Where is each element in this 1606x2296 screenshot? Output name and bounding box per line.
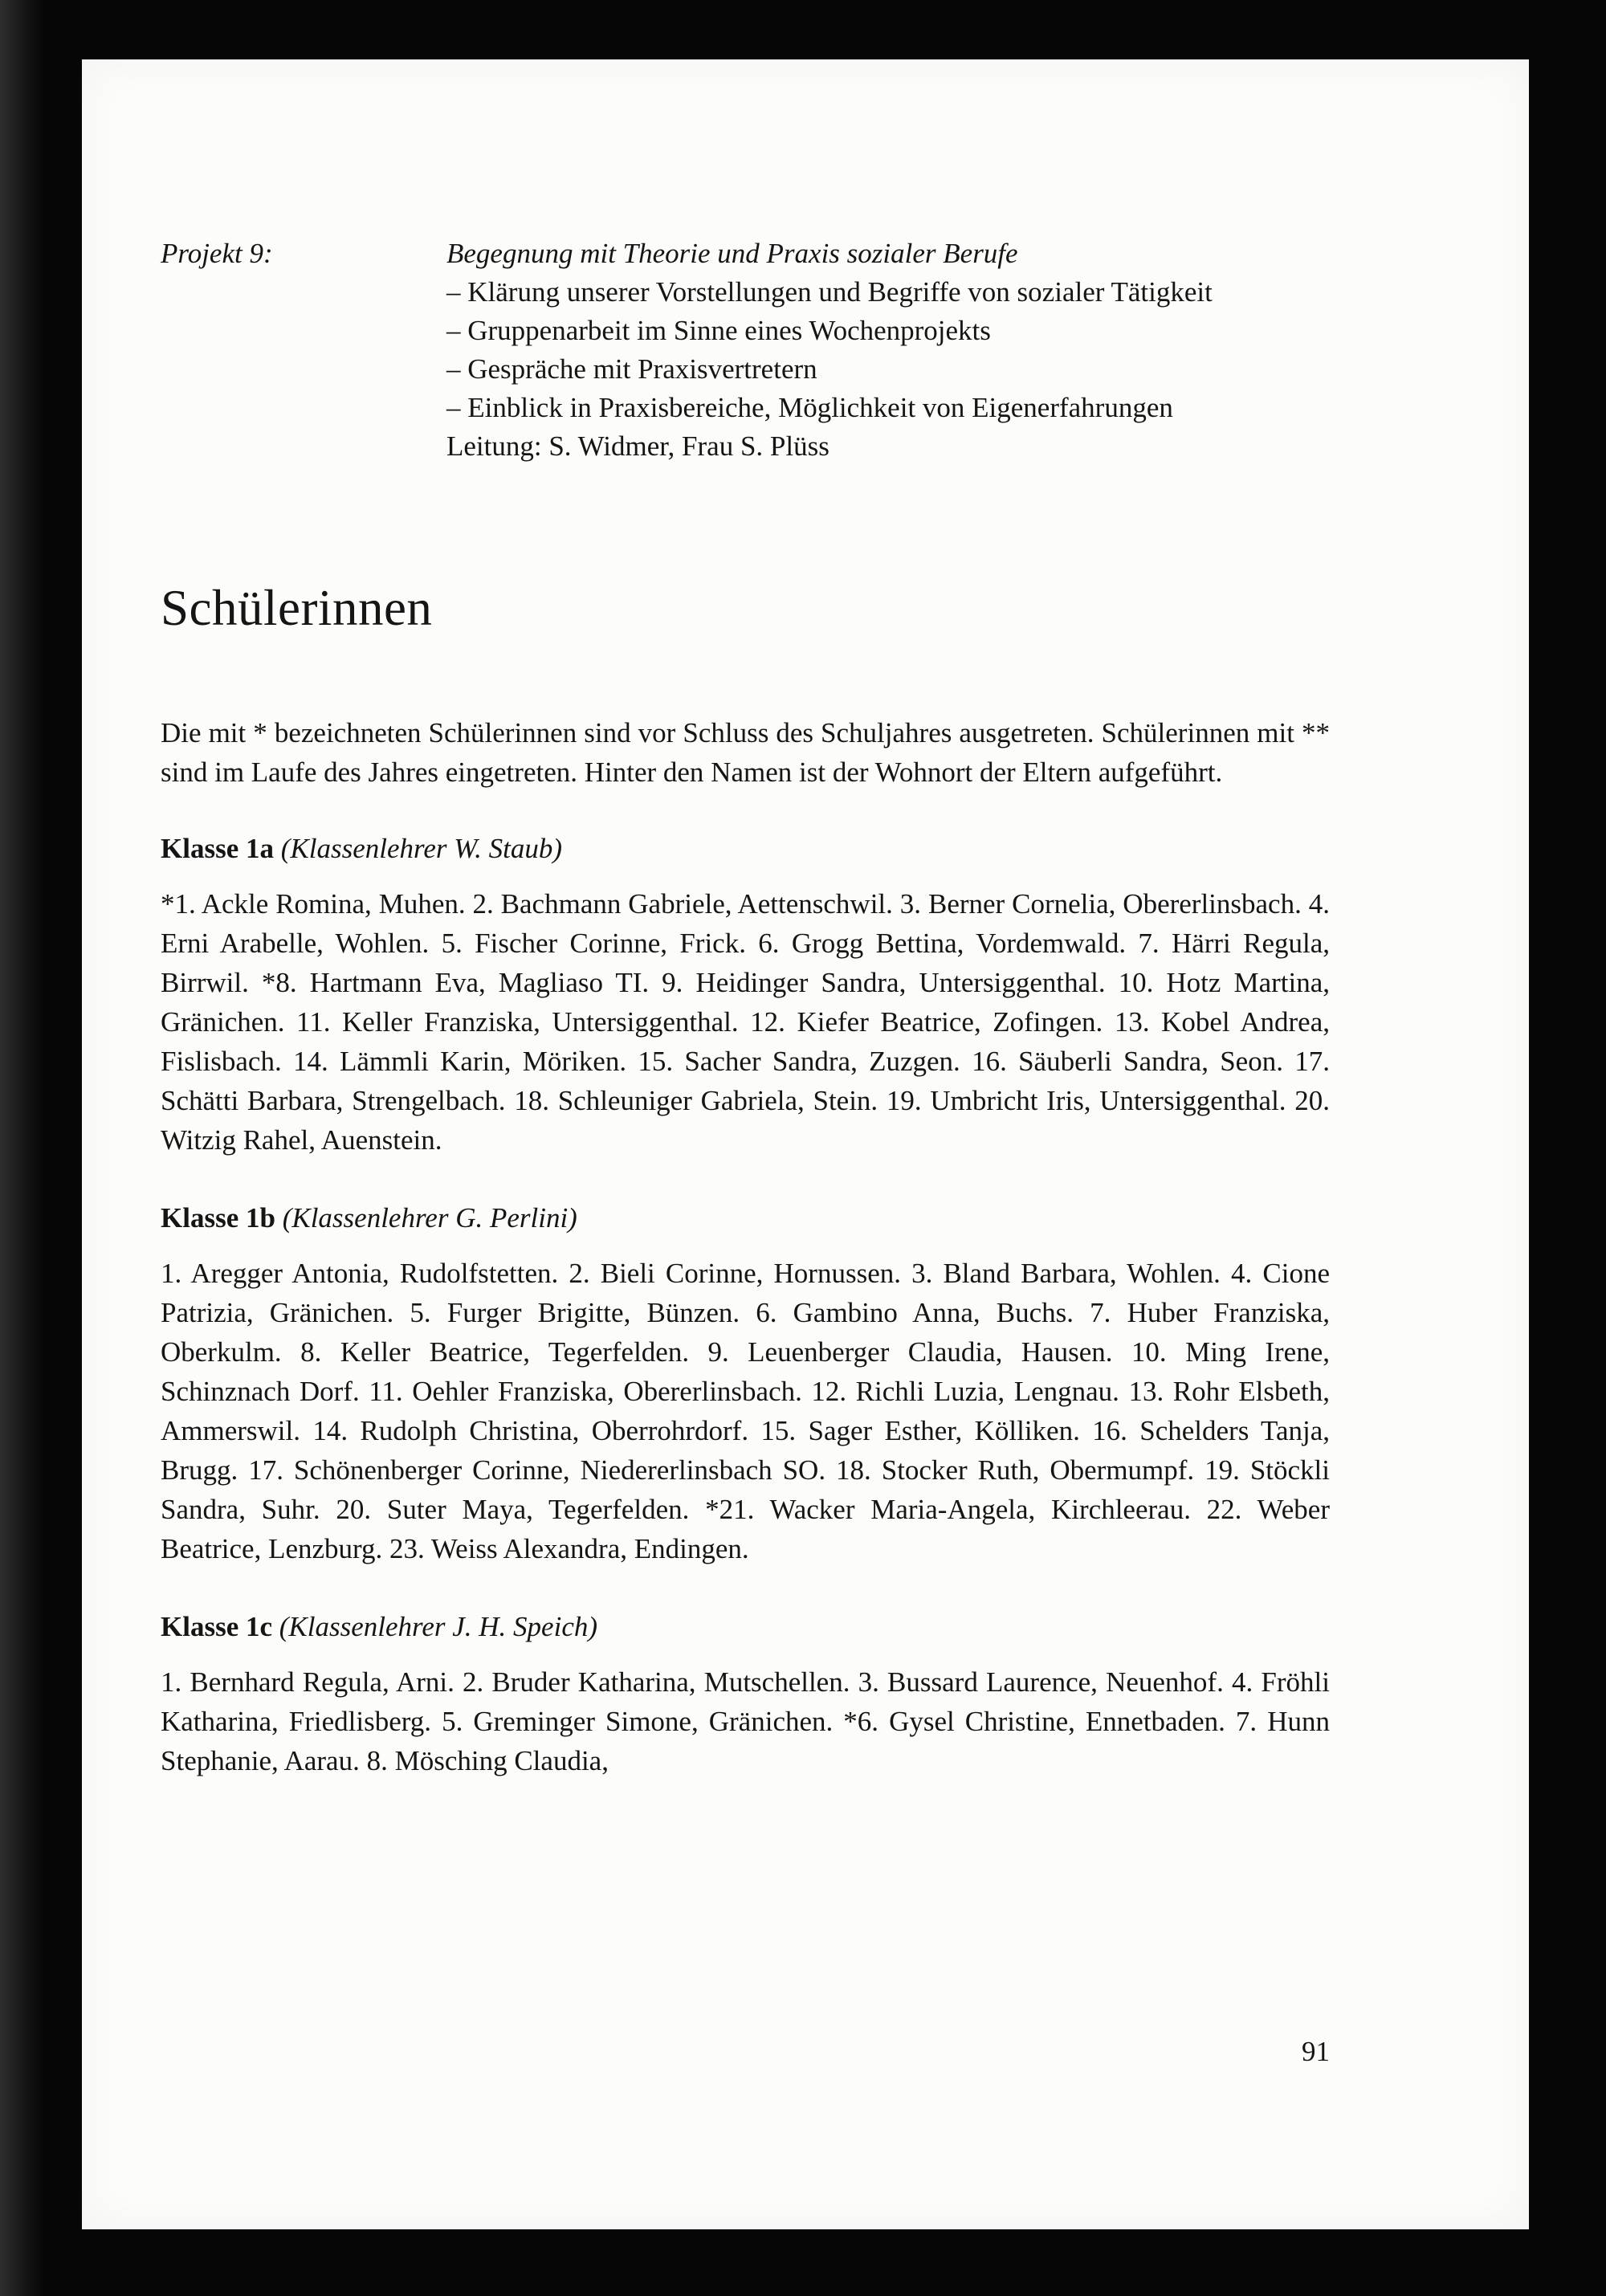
project-item: – Gespräche mit Praxisvertretern	[446, 353, 817, 385]
scan-edge-shadow	[0, 0, 45, 2296]
intro-paragraph: Die mit * bezeichneten Schülerinnen sind vor Schluss des Schuljahres ausgetreten. Schülerinnen mit ** sind im Laufe des Jahres eingetreten. Hinter den Namen ist der Wohnort der Eltern aufgeführt.	[161, 717, 1330, 788]
class-name: Klasse 1a	[161, 833, 274, 864]
project-item: – Klärung unserer Vorstellungen und Begriffe von sozialer Tätigkeit	[446, 276, 1213, 308]
class-students-1c: 1. Bernhard Regula, Arni. 2. Bruder Katharina, Mutschellen. 3. Bussard Laurence, Neuenhof. 4. Fröhli Katharina, Friedlisberg. 5. Greminger Simone, Gränichen. *6. Gysel Christine, Ennetbaden. 7. Hunn Stephanie, Aarau. 8. Mösching Claudia,	[161, 1666, 1330, 1776]
project-block	[161, 234, 1330, 466]
class-heading-1a	[161, 829, 1330, 868]
page-number: 91	[1302, 2036, 1330, 2067]
project-leitung: Leitung: S. Widmer, Frau S. Plüss	[446, 430, 829, 462]
class-name: Klasse 1b	[161, 1202, 275, 1234]
class-teacher: (Klassenlehrer J. H. Speich)	[279, 1611, 598, 1642]
project-title: Begegnung mit Theorie und Praxis sozialer Berufe	[446, 238, 1018, 269]
project-label: Projekt 9:	[161, 238, 273, 269]
class-heading-1c	[161, 1607, 1330, 1646]
class-name: Klasse 1c	[161, 1611, 273, 1642]
project-description	[446, 234, 1330, 466]
project-item: – Einblick in Praxisbereiche, Möglichkeit von Eigenerfahrungen	[446, 392, 1173, 423]
class-heading-1b	[161, 1198, 1330, 1238]
book-page	[82, 59, 1529, 2229]
class-teacher: (Klassenlehrer W. Staub)	[280, 833, 563, 864]
page-content	[161, 234, 1330, 1780]
project-item: – Gruppenarbeit im Sinne eines Wochenprojekts	[446, 315, 991, 346]
class-teacher: (Klassenlehrer G. Perlini)	[282, 1202, 577, 1234]
section-heading: Schülerinnen	[161, 580, 433, 636]
class-students-1a: *1. Ackle Romina, Muhen. 2. Bachmann Gabriele, Aettenschwil. 3. Berner Cornelia, Obererlinsbach. 4. Erni Arabelle, Wohlen. 5. Fischer Corinne, Frick. 6. Grogg Bettina, Vordemwald. 7. Härri Regula, Birrwil. *8. Hartmann Eva, Magliaso TI. 9. Heidinger Sandra, Untersiggenthal. 10. Hotz Martina, Gränichen. 11. Keller Franziska, Untersiggenthal. 12. Kiefer Beatrice, Zofingen. 13. Kobel Andrea, Fislisbach. 14. Lämmli Karin, Möriken. 15. Sacher Sandra, Zuzgen. 16. Säuberli Sandra, Seon. 17. Schätti Barbara, Strengelbach. 18. Schleuniger Gabriela, Stein. 19. Umbricht Iris, Untersiggenthal. 20. Witzig Rahel, Auenstein.	[161, 888, 1330, 1156]
class-students-1b: 1. Aregger Antonia, Rudolfstetten. 2. Bieli Corinne, Hornussen. 3. Bland Barbara, Wohlen. 4. Cione Patrizia, Gränichen. 5. Furger Brigitte, Bünzen. 6. Gambino Anna, Buchs. 7. Huber Franziska, Oberkulm. 8. Keller Beatrice, Tegerfelden. 9. Leuenberger Claudia, Hausen. 10. Ming Irene, Schinznach Dorf. 11. Oehler Franziska, Obererlinsbach. 12. Richli Luzia, Lengnau. 13. Rohr Elsbeth, Ammerswil. 14. Rudolph Christina, Oberrohrdorf. 15. Sager Esther, Kölliken. 16. Schelders Tanja, Brugg. 17. Schönenberger Corinne, Niedererlinsbach SO. 18. Stocker Ruth, Obermumpf. 19. Stöckli Sandra, Suhr. 20. Suter Maya, Tegerfelden. *21. Wacker Maria-Angela, Kirchleerau. 22. Weber Beatrice, Lenzburg. 23. Weiss Alexandra, Endingen.	[161, 1258, 1330, 1564]
